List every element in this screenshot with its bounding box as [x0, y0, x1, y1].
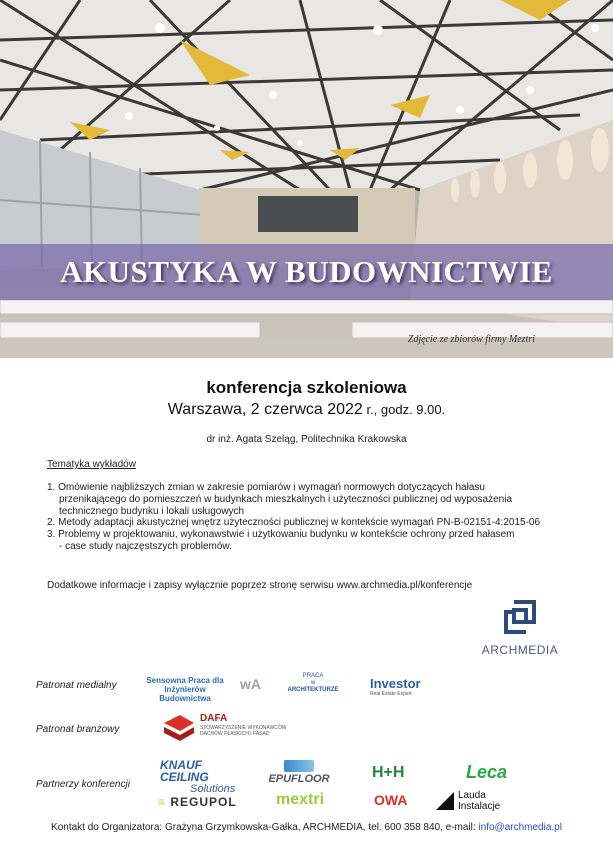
archmedia-logo-text: ARCHMEDIA: [481, 643, 559, 657]
topics-list: [47, 482, 577, 553]
dafa-sub-line-2: DACHÓW PŁASKICH I FASAD: [200, 731, 270, 737]
epufloor-text: EPUFLOOR: [268, 773, 330, 785]
regupol-logo: [158, 795, 237, 809]
investor-text: Investor: [370, 676, 421, 691]
epufloor-logo-icon: [284, 760, 314, 772]
sensowna-line-2: Inżynierów Budownictwa: [159, 685, 211, 703]
dafa-sub-line-1: STOWARZYSZENIE WYKONAWCÓW: [200, 725, 287, 731]
sensowna-praca-logo: [140, 676, 230, 703]
mextri-logo: mextri: [276, 791, 325, 808]
topic-line: technicznego budynku i lokali usługowych: [59, 505, 245, 517]
topic-line: 3. Problemy w projektowaniu, wykonawstwie i użytkowaniu budynku w kontekście ochrony przed hałasem: [47, 529, 515, 541]
event-date-location: Warszawa, 2 czerwca 2022: [167, 401, 363, 418]
lauda-line-2: Instalacje: [458, 801, 501, 812]
contact-email-link[interactable]: info@archmedia.pl: [478, 822, 562, 833]
knauf-line-2: Solutions: [190, 783, 236, 795]
event-time: r., godz. 9.00.: [362, 402, 446, 417]
archmedia-logo-icon: [500, 598, 540, 636]
topic-line: - case study najczęstszych problemów.: [59, 540, 232, 552]
conference-title: AKUSTYKA W BUDOWNICTWIE: [60, 254, 553, 289]
registration-info: Dodatkowe informacje i zapisy wyłącznie poprzez stronę serwisu www.archmedia.pl/konferencje: [47, 580, 473, 591]
topics-heading: Tematyka wykładów: [47, 459, 136, 470]
hero-photo: [0, 0, 613, 358]
topic-line: 1. Omówienie najbliższych zmian w zakresie pomiarów i wymagań normowych dotyczących hałasu: [47, 482, 485, 493]
investor-subtext: Real Estate Expert: [370, 691, 412, 697]
hh-logo: H+H: [372, 764, 405, 781]
dafa-logo-icon: [162, 713, 196, 743]
praca-line-3: ARCHITEKTURZE: [287, 687, 339, 693]
lecture-hall-illustration: [0, 0, 613, 358]
photo-credit: Zdjęcie ze zbiorów firmy Meztri: [407, 334, 535, 345]
praca-w-architekturze-logo: [284, 673, 342, 694]
event-date: [0, 401, 613, 419]
industry-patronage-label: Patronat branżowy: [36, 724, 120, 735]
regupol-text: REGUPOL: [170, 795, 237, 809]
dafa-text: DAFA: [200, 713, 228, 724]
knauf-line-1: KNAUF CEILING: [160, 758, 209, 784]
praca-line-1: PRACA: [302, 673, 324, 679]
regupol-mark: ≡: [158, 795, 171, 809]
event-type: konferencja szkoleniowa: [206, 378, 407, 397]
lauda-logo-icon: [436, 792, 454, 810]
investor-logo: [370, 676, 421, 697]
lecturer: dr inż. Agata Szeląg, Politechnika Krakowska: [206, 434, 407, 445]
wa-logo: wA: [240, 676, 261, 692]
lauda-line-1: Lauda: [458, 790, 486, 801]
lauda-text: [458, 790, 500, 812]
epufloor-logo: [266, 760, 332, 785]
knauf-ceiling-logo: [160, 759, 242, 795]
dafa-subtext: [200, 725, 286, 737]
topic-line: 2. Metody adaptacji akustycznej wnętrz użyteczności publicznej w kontekście wymagań PN-B-02151-4:2015-06: [47, 517, 541, 529]
contact-text: Kontakt do Organizatora: Grażyna Grzymkowska-Gałka, ARCHMEDIA, tel. 600 358 840, e-mail:: [51, 822, 479, 833]
topic-line: przenikającego do pomieszczeń w budynkach mieszkalnych i użyteczności publicznej od wyposażenia: [59, 493, 513, 505]
sensowna-line-1: Sensowna Praca dla: [146, 676, 224, 685]
media-patronage-label: Patronat medialny: [36, 680, 117, 691]
praca-line-2: w: [310, 680, 316, 686]
owa-logo: OWA: [374, 792, 408, 808]
archmedia-logo: [470, 598, 570, 657]
partners-label: Partnerzy konferencji: [36, 779, 130, 790]
leca-logo: Leca: [466, 762, 508, 782]
organizer-contact: [0, 822, 613, 833]
